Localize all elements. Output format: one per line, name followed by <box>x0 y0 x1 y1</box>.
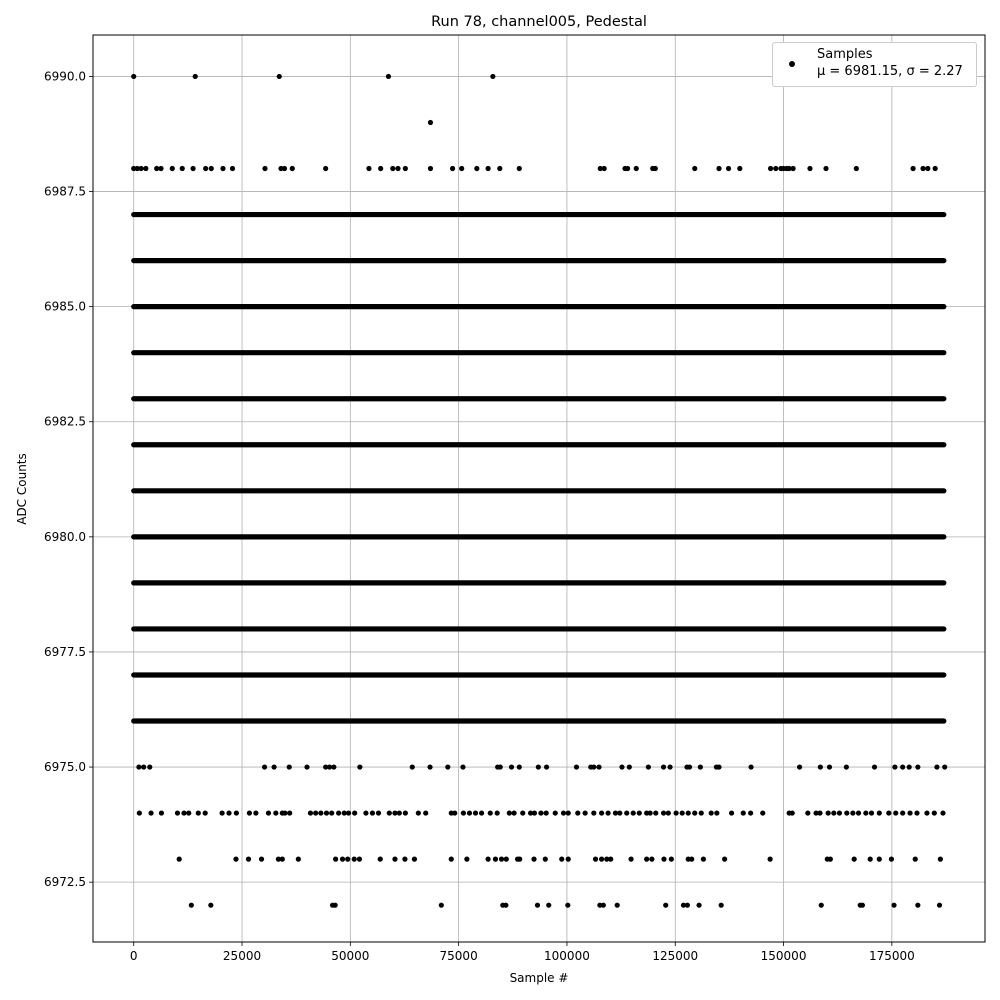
data-point <box>246 857 251 862</box>
data-point <box>737 166 742 171</box>
data-point <box>942 764 947 769</box>
data-point <box>136 764 141 769</box>
data-point <box>498 764 503 769</box>
data-point <box>892 764 897 769</box>
data-point <box>583 810 588 815</box>
data-point <box>596 764 601 769</box>
data-point <box>273 810 278 815</box>
data-point <box>219 810 224 815</box>
data-point <box>696 903 701 908</box>
data-point <box>403 166 408 171</box>
data-point <box>509 764 514 769</box>
data-point <box>287 810 292 815</box>
data-point <box>649 857 654 862</box>
data-point <box>376 810 381 815</box>
data-point <box>854 166 859 171</box>
data-point <box>296 857 301 862</box>
data-point <box>828 857 833 862</box>
legend-marker <box>789 61 795 67</box>
data-point <box>805 810 810 815</box>
data-point <box>663 903 668 908</box>
data-point <box>827 764 832 769</box>
x-tick-label: 100000 <box>544 949 590 963</box>
data-point <box>428 166 433 171</box>
data-point <box>193 74 198 79</box>
data-point <box>467 810 472 815</box>
data-point <box>158 166 163 171</box>
data-point <box>692 810 697 815</box>
data-point <box>566 810 571 815</box>
data-point <box>181 810 186 815</box>
data-point <box>666 810 671 815</box>
data-point <box>259 857 264 862</box>
data-point <box>336 810 341 815</box>
data-point <box>773 166 778 171</box>
data-point <box>860 903 865 908</box>
data-point <box>175 810 180 815</box>
data-point <box>646 764 651 769</box>
data-point <box>352 857 357 862</box>
data-point <box>561 810 566 815</box>
data-point <box>363 810 368 815</box>
data-point <box>397 810 402 815</box>
data-point <box>416 810 421 815</box>
y-tick-label: 6987.5 <box>44 184 86 199</box>
data-point <box>886 810 891 815</box>
data-point <box>726 166 731 171</box>
data-point <box>490 74 495 79</box>
legend-stats: μ = 6981.15, σ = 2.27 <box>817 64 963 79</box>
data-point <box>624 810 629 815</box>
data-point <box>924 810 929 815</box>
data-point <box>716 166 721 171</box>
data-point <box>402 857 407 862</box>
data-point <box>387 810 392 815</box>
data-point <box>488 810 493 815</box>
data-point <box>390 166 395 171</box>
data-point <box>877 857 882 862</box>
data-point <box>378 857 383 862</box>
data-point <box>313 810 318 815</box>
data-point <box>680 810 685 815</box>
data-point <box>538 810 543 815</box>
data-point <box>831 810 836 815</box>
data-point <box>889 857 894 862</box>
data-point <box>768 166 773 171</box>
data-point <box>190 166 195 171</box>
data-point <box>615 903 620 908</box>
legend <box>772 42 977 87</box>
data-point <box>517 764 522 769</box>
data-point <box>186 810 191 815</box>
data-point <box>631 810 636 815</box>
data-point <box>177 857 182 862</box>
data-point <box>474 166 479 171</box>
data-point <box>352 810 357 815</box>
y-tick-label: 6982.5 <box>44 414 86 429</box>
data-point <box>748 764 753 769</box>
data-point <box>602 166 607 171</box>
data-point <box>674 810 679 815</box>
data-point <box>934 764 939 769</box>
data-point <box>531 857 536 862</box>
data-point <box>932 810 937 815</box>
data-point <box>543 857 548 862</box>
data-point <box>601 903 606 908</box>
data-point <box>559 857 564 862</box>
data-point <box>485 857 490 862</box>
data-point <box>287 764 292 769</box>
data-point <box>203 166 208 171</box>
data-point <box>208 903 213 908</box>
data-point <box>661 857 666 862</box>
data-point <box>698 764 703 769</box>
data-point <box>445 764 450 769</box>
data-point <box>503 903 508 908</box>
data-point <box>266 810 271 815</box>
data-point <box>159 810 164 815</box>
data-point <box>863 810 868 815</box>
data-point <box>318 810 323 815</box>
data-point <box>689 857 694 862</box>
data-point <box>196 810 201 815</box>
data-point <box>910 166 915 171</box>
data-point <box>872 764 877 769</box>
data-point <box>247 810 252 815</box>
data-point <box>304 764 309 769</box>
data-point <box>937 903 942 908</box>
data-point <box>233 857 238 862</box>
data-point <box>366 166 371 171</box>
data-point <box>915 903 920 908</box>
y-tick-label: 6980.0 <box>44 529 86 544</box>
x-tick-label: 75000 <box>439 949 478 963</box>
data-point <box>331 764 336 769</box>
data-point <box>790 810 795 815</box>
data-point <box>323 166 328 171</box>
data-point <box>412 857 417 862</box>
data-point <box>907 764 912 769</box>
data-point <box>170 166 175 171</box>
data-point <box>230 166 235 171</box>
data-point <box>741 810 746 815</box>
data-point <box>915 764 920 769</box>
data-point <box>131 74 136 79</box>
chart-title: Run 78, channel005, Pedestal <box>431 14 647 30</box>
data-point <box>497 166 502 171</box>
data-point <box>357 857 362 862</box>
data-point <box>460 764 465 769</box>
data-point <box>661 764 666 769</box>
data-point <box>345 857 350 862</box>
data-point <box>220 166 225 171</box>
data-point <box>729 810 734 815</box>
data-point <box>485 166 490 171</box>
data-point <box>452 810 457 815</box>
data-point <box>940 810 945 815</box>
data-point <box>234 810 239 815</box>
data-point <box>386 74 391 79</box>
data-point <box>209 166 214 171</box>
data-point <box>511 810 516 815</box>
data-point <box>797 764 802 769</box>
x-tick-label: 50000 <box>331 949 370 963</box>
data-point <box>439 903 444 908</box>
data-point <box>819 903 824 908</box>
data-point <box>226 810 231 815</box>
data-point <box>450 166 455 171</box>
data-point <box>333 903 338 908</box>
data-point <box>837 810 842 815</box>
y-tick-label: 6985.0 <box>44 299 86 314</box>
data-point <box>938 857 943 862</box>
data-point <box>473 810 478 815</box>
x-tick-label: 0 <box>129 949 138 963</box>
data-point <box>574 764 579 769</box>
data-point <box>277 74 282 79</box>
data-point <box>913 857 918 862</box>
data-point <box>844 764 849 769</box>
y-tick-label: 6977.5 <box>44 644 86 659</box>
data-point <box>536 764 541 769</box>
data-point <box>617 810 622 815</box>
data-point <box>403 810 408 815</box>
data-point <box>925 166 930 171</box>
data-point <box>544 810 549 815</box>
data-point <box>329 810 334 815</box>
data-point <box>686 810 691 815</box>
data-point <box>410 764 415 769</box>
data-point <box>180 166 185 171</box>
data-point <box>392 857 397 862</box>
data-point <box>619 764 624 769</box>
data-point <box>459 166 464 171</box>
data-point <box>544 764 549 769</box>
data-point <box>189 903 194 908</box>
data-point <box>262 166 267 171</box>
data-point <box>378 166 383 171</box>
legend-series-name: Samples <box>817 47 873 62</box>
data-point <box>768 857 773 862</box>
data-point <box>591 810 596 815</box>
data-point <box>137 810 142 815</box>
data-point <box>495 810 500 815</box>
data-point <box>423 810 428 815</box>
data-point <box>346 810 351 815</box>
data-point <box>818 764 823 769</box>
data-point <box>608 857 613 862</box>
x-tick-label: 150000 <box>760 949 807 963</box>
data-point <box>625 166 630 171</box>
data-point <box>661 810 666 815</box>
data-point <box>507 810 512 815</box>
data-point <box>280 857 285 862</box>
data-point <box>449 857 454 862</box>
data-point <box>499 857 504 862</box>
data-point <box>856 810 861 815</box>
data-point <box>143 166 148 171</box>
data-point <box>203 810 208 815</box>
data-point <box>868 857 873 862</box>
data-point <box>807 166 812 171</box>
data-point <box>692 166 697 171</box>
data-point <box>716 764 721 769</box>
data-point <box>634 166 639 171</box>
data-point <box>324 810 329 815</box>
data-point <box>535 903 540 908</box>
data-point <box>395 166 400 171</box>
data-point <box>504 857 509 862</box>
data-point <box>575 810 580 815</box>
data-point <box>566 857 571 862</box>
data-point <box>340 857 345 862</box>
data-point <box>823 166 828 171</box>
data-point <box>914 810 919 815</box>
data-point <box>282 166 287 171</box>
data-point <box>290 166 295 171</box>
data-point <box>428 120 433 125</box>
data-point <box>920 166 925 171</box>
data-point <box>653 810 658 815</box>
data-point <box>464 857 469 862</box>
data-point <box>701 857 706 862</box>
data-point <box>333 857 338 862</box>
data-point <box>699 810 704 815</box>
x-axis-label: Sample # <box>509 971 569 985</box>
data-point <box>850 810 855 815</box>
data-point <box>877 810 882 815</box>
data-point <box>653 166 658 171</box>
data-point <box>148 810 153 815</box>
data-point <box>826 810 831 815</box>
y-tick-label: 6972.5 <box>44 875 86 890</box>
data-point <box>517 166 522 171</box>
data-point <box>667 764 672 769</box>
data-point <box>493 857 498 862</box>
data-point <box>532 810 537 815</box>
data-point <box>637 810 642 815</box>
data-point <box>599 857 604 862</box>
data-point <box>565 903 570 908</box>
data-point <box>844 810 849 815</box>
data-point <box>644 857 649 862</box>
data-point <box>357 764 362 769</box>
data-point <box>900 764 905 769</box>
x-tick-label: 125000 <box>652 949 699 963</box>
data-point <box>253 810 258 815</box>
data-point <box>714 810 719 815</box>
x-tick-label: 175000 <box>868 949 915 963</box>
data-point <box>933 166 938 171</box>
data-point <box>900 810 905 815</box>
data-point <box>605 810 610 815</box>
data-point <box>599 810 604 815</box>
data-point <box>520 810 525 815</box>
data-point <box>593 857 598 862</box>
data-point <box>262 764 267 769</box>
data-point <box>147 764 152 769</box>
data-point <box>893 810 898 815</box>
data-point <box>648 810 653 815</box>
data-point <box>669 857 674 862</box>
data-point <box>370 810 375 815</box>
data-point <box>685 903 690 908</box>
data-point <box>760 810 765 815</box>
data-point <box>271 764 276 769</box>
data-point <box>427 764 432 769</box>
data-point <box>628 857 633 862</box>
data-point <box>282 810 287 815</box>
x-tick-label: 25000 <box>222 949 262 963</box>
data-point <box>709 810 714 815</box>
data-point <box>591 764 596 769</box>
data-point <box>817 810 822 815</box>
data-point <box>627 764 632 769</box>
axis-ticks <box>44 69 915 963</box>
data-points <box>131 74 947 908</box>
data-point <box>790 166 795 171</box>
data-point <box>719 903 724 908</box>
data-point <box>869 810 874 815</box>
data-point <box>479 810 484 815</box>
data-point <box>891 903 896 908</box>
data-point <box>461 810 466 815</box>
y-axis-label: ADC Counts <box>15 453 29 525</box>
data-point <box>553 810 558 815</box>
data-point <box>141 764 146 769</box>
data-point <box>138 166 143 171</box>
data-point <box>722 857 727 862</box>
data-point <box>907 810 912 815</box>
data-point <box>687 764 692 769</box>
data-point <box>546 903 551 908</box>
data-point <box>517 857 522 862</box>
data-point <box>748 810 753 815</box>
y-tick-label: 6975.0 <box>44 760 86 775</box>
data-point <box>308 810 313 815</box>
y-tick-label: 6990.0 <box>44 69 86 84</box>
data-point <box>852 857 857 862</box>
